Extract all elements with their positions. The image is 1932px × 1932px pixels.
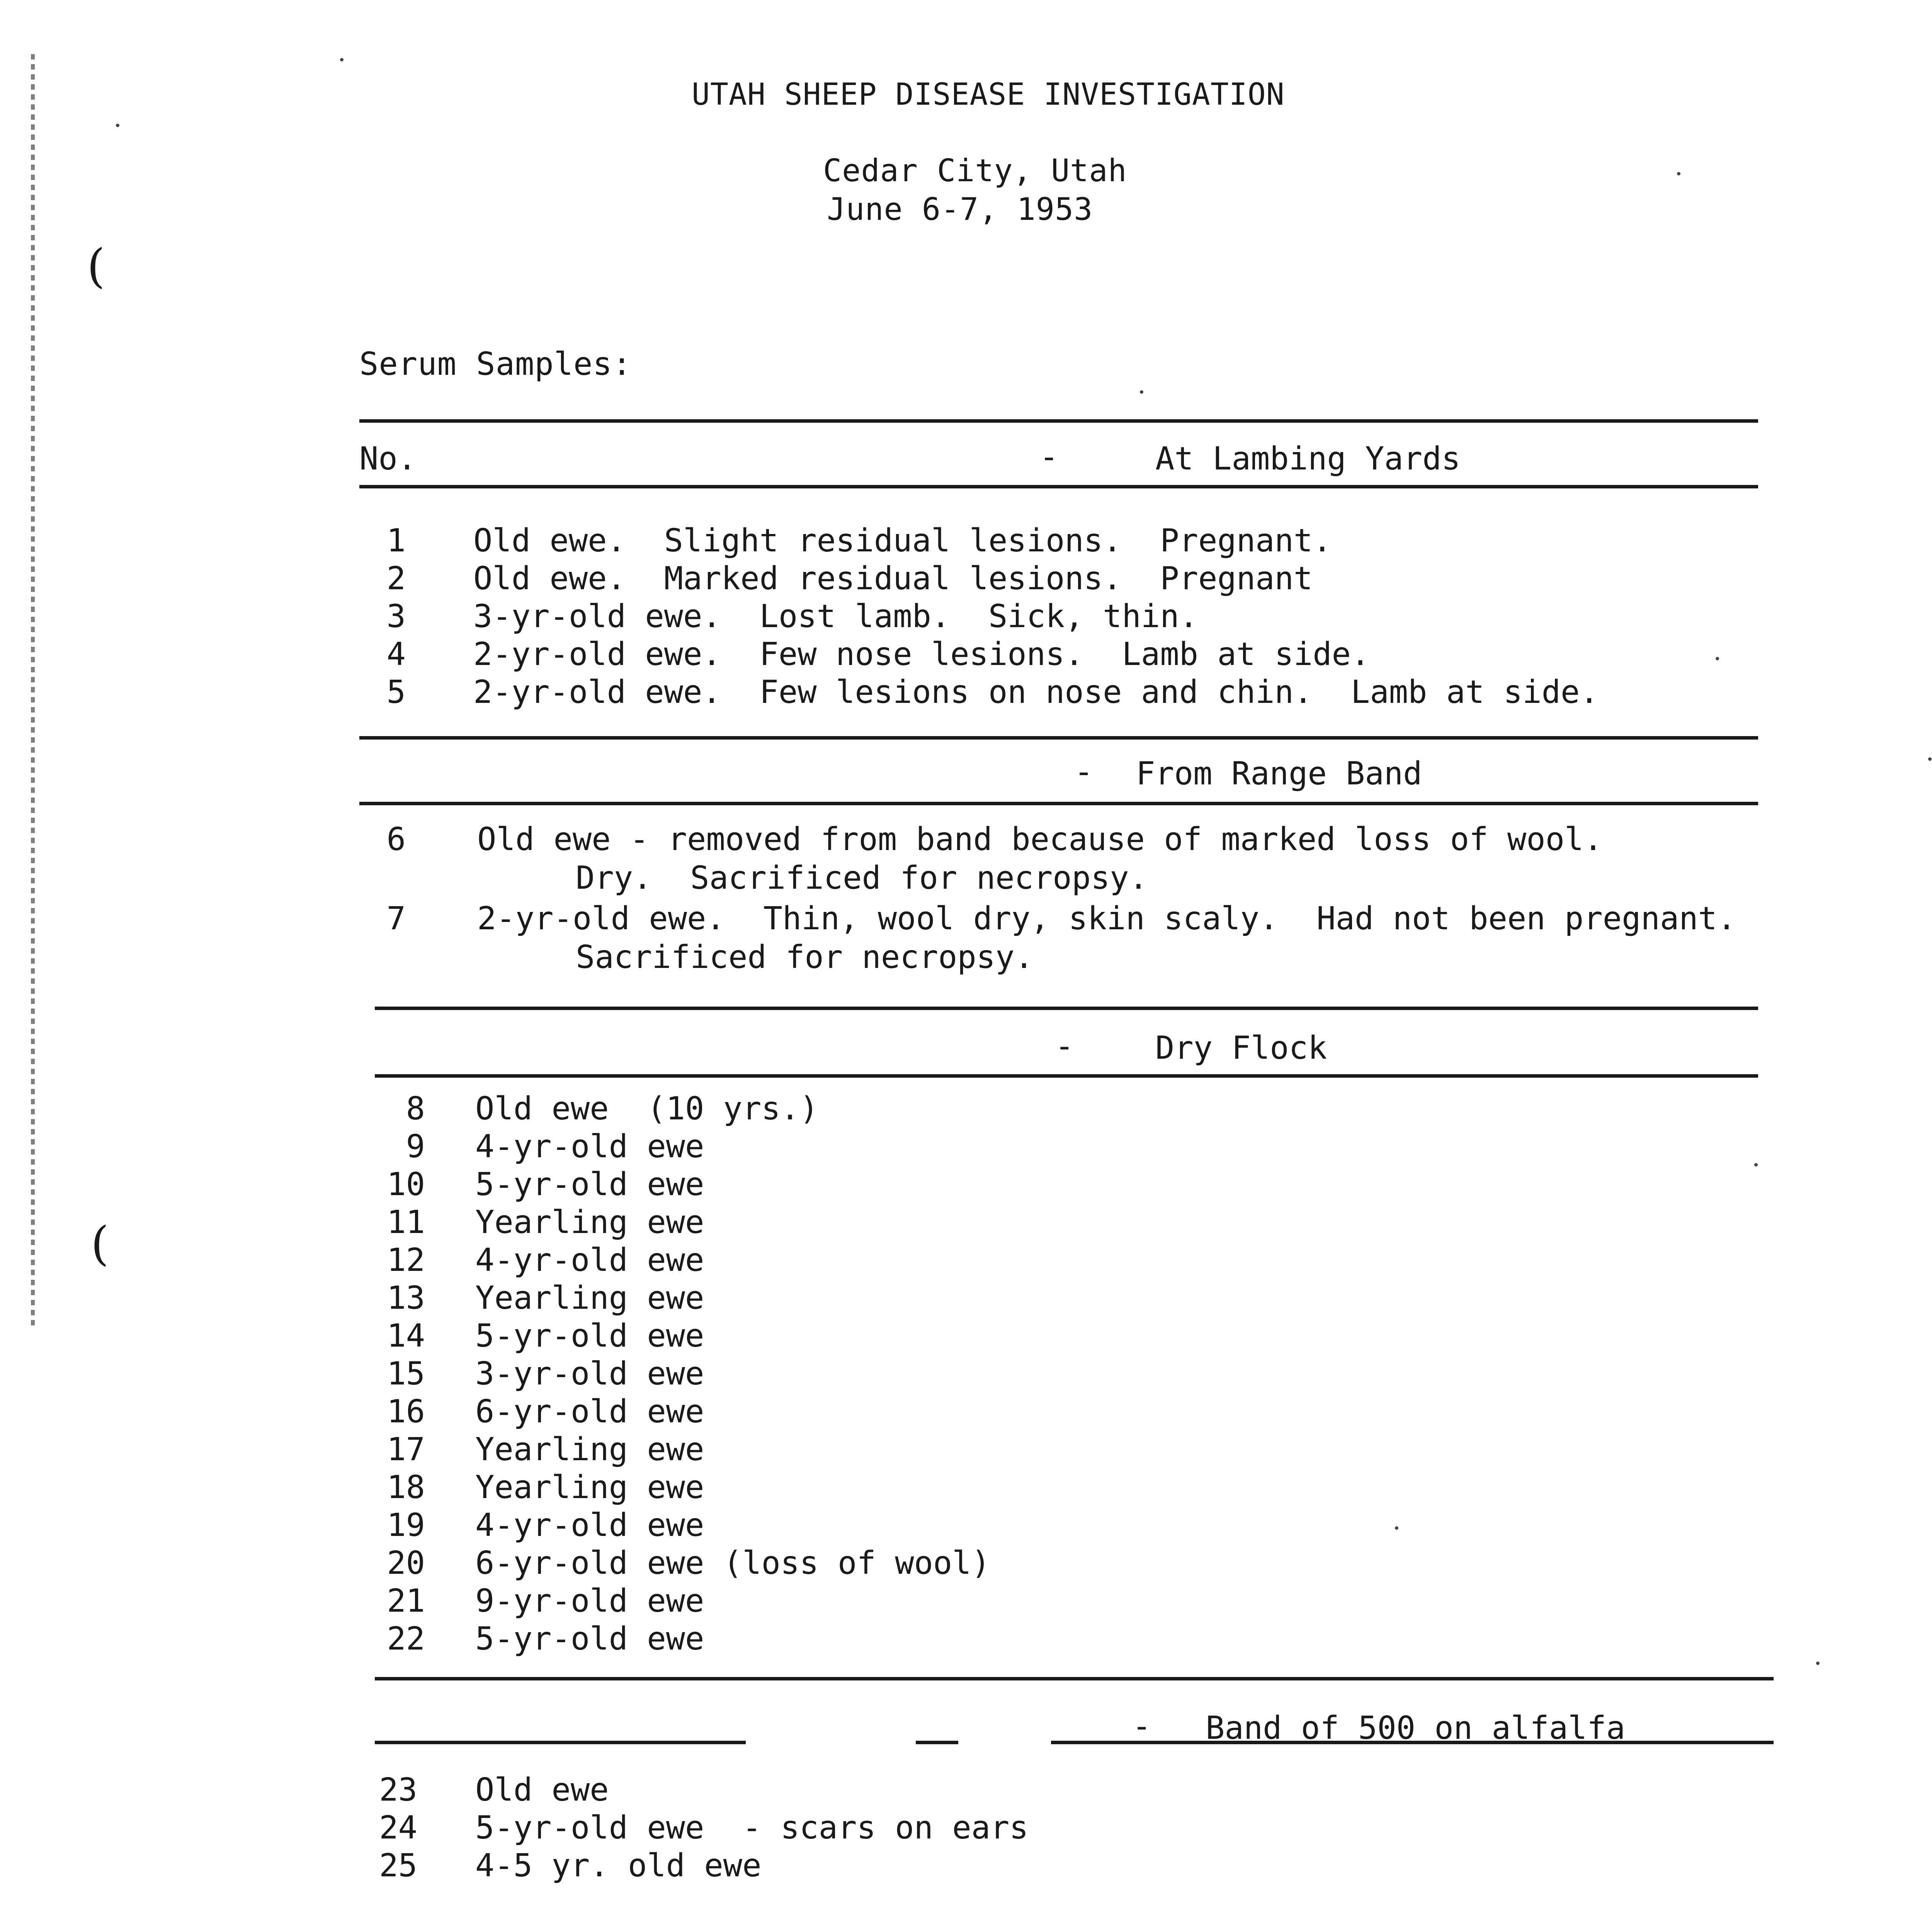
row-number: 24 [379, 1810, 417, 1846]
row-description-continued: Sacrificed for necropsy. [576, 939, 1034, 976]
scan-speck [1716, 657, 1719, 660]
row-number: 16 [387, 1393, 425, 1430]
table-rule [375, 1074, 1758, 1078]
row-description: Old ewe (10 yrs.) [475, 1090, 819, 1127]
table-rule-top [359, 419, 1758, 423]
row-description: Old ewe. Marked residual lesions. Pregnant [473, 560, 1313, 597]
row-description: Yearling ewe [475, 1280, 704, 1316]
scan-speck [340, 58, 344, 61]
row-number: 20 [387, 1545, 425, 1582]
section-label: Serum Samples: [359, 346, 632, 383]
group-heading-dry-flock: Dry Flock [1155, 1030, 1327, 1066]
row-number: 14 [387, 1318, 425, 1354]
row-description-continued: Dry. Sacrificed for necropsy. [576, 860, 1148, 896]
row-number: 21 [387, 1583, 425, 1619]
row-description: 6-yr-old ewe [475, 1393, 704, 1430]
group-heading-dash: - [1132, 1708, 1151, 1745]
column-header-no: No. [359, 440, 417, 477]
scan-speck [1754, 1163, 1758, 1167]
row-number: 3 [386, 598, 406, 635]
document-location: Cedar City, Utah [823, 153, 1127, 189]
row-description: 3-yr-old ewe. Lost lamb. Sick, thin. [473, 598, 1198, 635]
binding-edge-marks [31, 54, 35, 1329]
row-number: 9 [406, 1128, 425, 1165]
scan-speck [1816, 1662, 1820, 1665]
row-number: 10 [387, 1166, 425, 1203]
table-rule [359, 485, 1758, 488]
row-description: 4-yr-old ewe [475, 1128, 704, 1165]
document-title: UTAH SHEEP DISEASE INVESTIGATION [692, 77, 1285, 112]
row-description: 5-yr-old ewe - scars on ears [475, 1810, 1029, 1846]
row-number: 8 [406, 1090, 425, 1127]
scan-speck [1928, 757, 1932, 761]
row-number: 12 [387, 1242, 425, 1279]
row-number: 25 [379, 1847, 417, 1884]
row-number: 4 [386, 636, 406, 673]
row-description: 5-yr-old ewe [475, 1621, 704, 1657]
group-heading-range-band: From Range Band [1136, 755, 1422, 792]
document-date: June 6-7, 1953 [827, 191, 1093, 227]
scan-speck [1140, 390, 1143, 394]
table-rule [375, 1007, 1758, 1010]
table-rule [375, 1677, 1774, 1680]
group-heading-dash: - [1039, 439, 1059, 475]
row-number: 5 [386, 674, 406, 711]
row-description: 5-yr-old ewe [475, 1318, 704, 1354]
row-number: 19 [387, 1507, 425, 1544]
row-description: Old ewe. Slight residual lesions. Pregnant. [473, 522, 1332, 559]
table-rule [359, 802, 1758, 805]
row-number: 17 [387, 1431, 425, 1468]
row-number: 11 [387, 1204, 425, 1241]
row-number: 1 [386, 522, 406, 559]
row-description: 9-yr-old ewe [475, 1583, 704, 1619]
row-number: 23 [379, 1772, 417, 1808]
row-description: 2-yr-old ewe. Few nose lesions. Lamb at side. [473, 636, 1370, 673]
row-number: 13 [387, 1280, 425, 1316]
row-number: 15 [387, 1355, 425, 1392]
row-description: 4-yr-old ewe [475, 1242, 704, 1279]
row-number: 2 [386, 560, 406, 597]
row-description: 2-yr-old ewe. Few lesions on nose and chin. Lamb at side. [473, 674, 1599, 711]
row-number: 18 [387, 1469, 425, 1506]
table-rule-partial [375, 1741, 746, 1744]
scan-speck [116, 124, 119, 127]
row-description: 2-yr-old ewe. Thin, wool dry, skin scaly. Had not been pregnant. [477, 900, 1736, 937]
group-heading-alfalfa-band: Band of 500 on alfalfa [1206, 1710, 1626, 1747]
row-number: 7 [386, 900, 406, 937]
row-description: 4-yr-old ewe [475, 1507, 704, 1544]
group-heading-dash: - [1055, 1028, 1074, 1065]
scan-speck [1395, 1526, 1398, 1530]
margin-mark: ( [91, 1217, 109, 1271]
scan-speck [1677, 172, 1680, 175]
table-rule [359, 736, 1758, 740]
row-description: 3-yr-old ewe [475, 1355, 704, 1392]
margin-mark: ( [87, 240, 105, 293]
row-description: Yearling ewe [475, 1469, 704, 1506]
row-description: Yearling ewe [475, 1431, 704, 1468]
group-heading-lambing-yards: At Lambing Yards [1155, 440, 1461, 477]
group-heading-dash: - [1074, 753, 1094, 790]
row-number: 22 [387, 1621, 425, 1657]
row-description: Old ewe - removed from band because of marked loss of wool. [477, 821, 1603, 858]
table-rule-partial [916, 1741, 958, 1744]
row-description: 6-yr-old ewe (loss of wool) [475, 1545, 990, 1582]
row-description: 4-5 yr. old ewe [475, 1847, 762, 1884]
row-number: 6 [386, 821, 406, 858]
row-description: Yearling ewe [475, 1204, 704, 1241]
row-description: Old ewe [475, 1772, 609, 1808]
row-description: 5-yr-old ewe [475, 1166, 704, 1203]
